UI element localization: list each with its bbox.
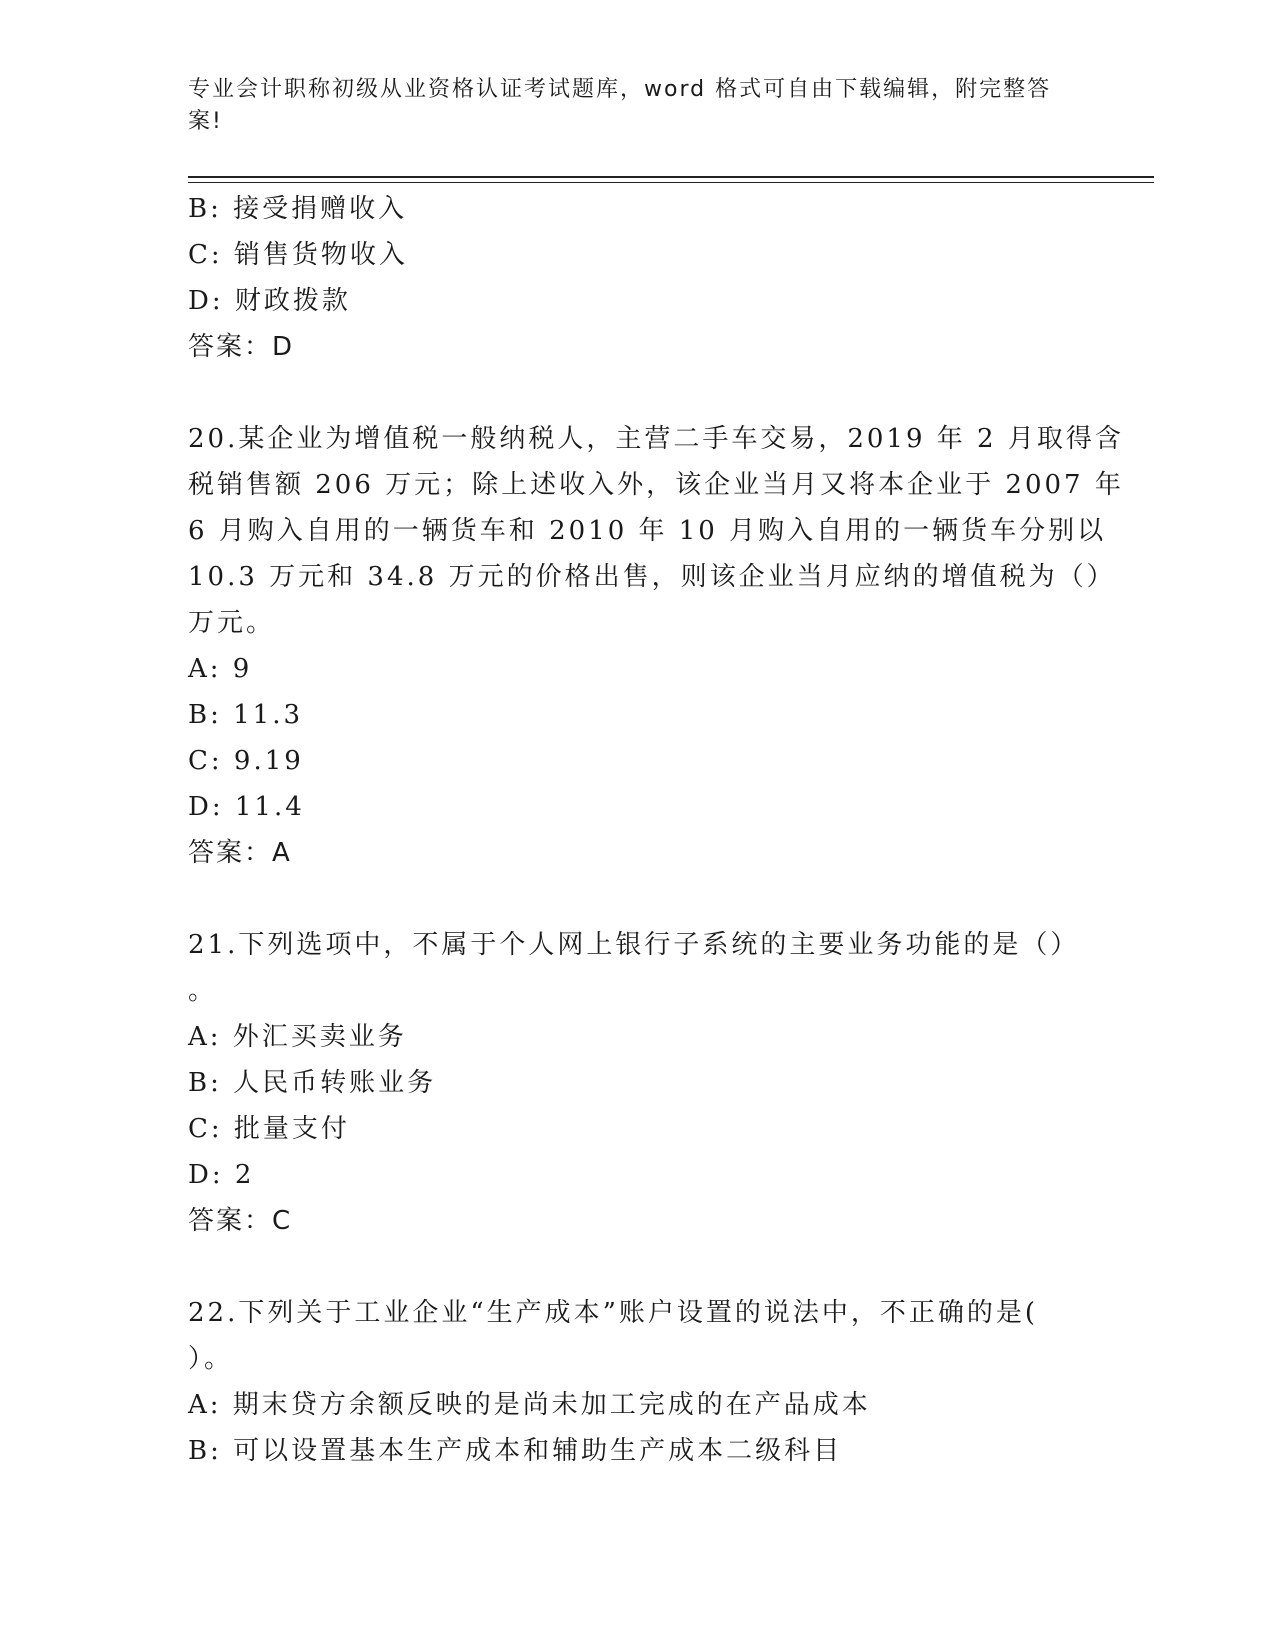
- option-b: B: 可以设置基本生产成本和辅助生产成本二级科目: [188, 1436, 843, 1466]
- question-text-line: 10.3 万元和 34.8 万元的价格出售，则该企业当月应纳的增值税为（）: [188, 562, 1116, 592]
- option-b: B: 人民币转账业务: [188, 1068, 437, 1098]
- option-b: B: 接受捐赠收入: [188, 194, 408, 224]
- question-text-line: 6 月购入自用的一辆货车和 2010 年 10 月购入自用的一辆货车分别以: [188, 516, 1107, 546]
- option-a: A: 9: [188, 654, 253, 684]
- option-c: C: 销售货物收入: [188, 240, 408, 270]
- spacer: [188, 370, 1088, 416]
- spacer: [188, 1244, 1088, 1290]
- question-text-line: 税销售额 206 万元；除上述收入外，该企业当月又将本企业于 2007 年: [188, 470, 1124, 500]
- option-c: C: 批量支付: [188, 1114, 350, 1144]
- option-c: C: 9.19: [188, 746, 304, 776]
- question-content: [188, 186, 1124, 1474]
- question-text-line: ）。: [188, 1344, 234, 1374]
- answer-label: 答案：C: [188, 1206, 293, 1236]
- option-d: D: 财政拨款: [188, 286, 351, 316]
- question-text-line: 。: [188, 976, 218, 1006]
- answer-label: 答案：D: [188, 332, 295, 362]
- option-a: A: 外汇买卖业务: [188, 1022, 407, 1052]
- document-header: 专业会计职称初级从业资格认证考试题库，word 格式可自由下载编辑，附完整答案!: [188, 77, 1052, 134]
- prev-question: [188, 186, 1088, 370]
- option-d: D: 2: [188, 1160, 255, 1190]
- header-divider-thin: [188, 182, 1154, 183]
- question-20: [188, 416, 1124, 876]
- question-21: [188, 922, 1088, 1244]
- spacer: [188, 876, 1088, 922]
- question-22: [188, 1290, 1088, 1474]
- answer-label: 答案：A: [188, 838, 292, 868]
- question-text-line: 22.下列关于工业企业“生产成本”账户设置的说法中，不正确的是(: [188, 1298, 1039, 1328]
- question-text-line: 21.下列选项中，不属于个人网上银行子系统的主要业务功能的是（）: [188, 930, 1080, 960]
- option-d: D: 11.4: [188, 792, 305, 822]
- option-a: A: 期末贷方余额反映的是尚未加工完成的在产品成本: [188, 1390, 871, 1420]
- option-b: B: 11.3: [188, 700, 304, 730]
- question-text-line: 20.某企业为增值税一般纳税人，主营二手车交易，2019 年 2 月取得含: [188, 424, 1124, 454]
- question-text-line: 万元。: [188, 608, 276, 638]
- header-divider-thick: [188, 176, 1154, 178]
